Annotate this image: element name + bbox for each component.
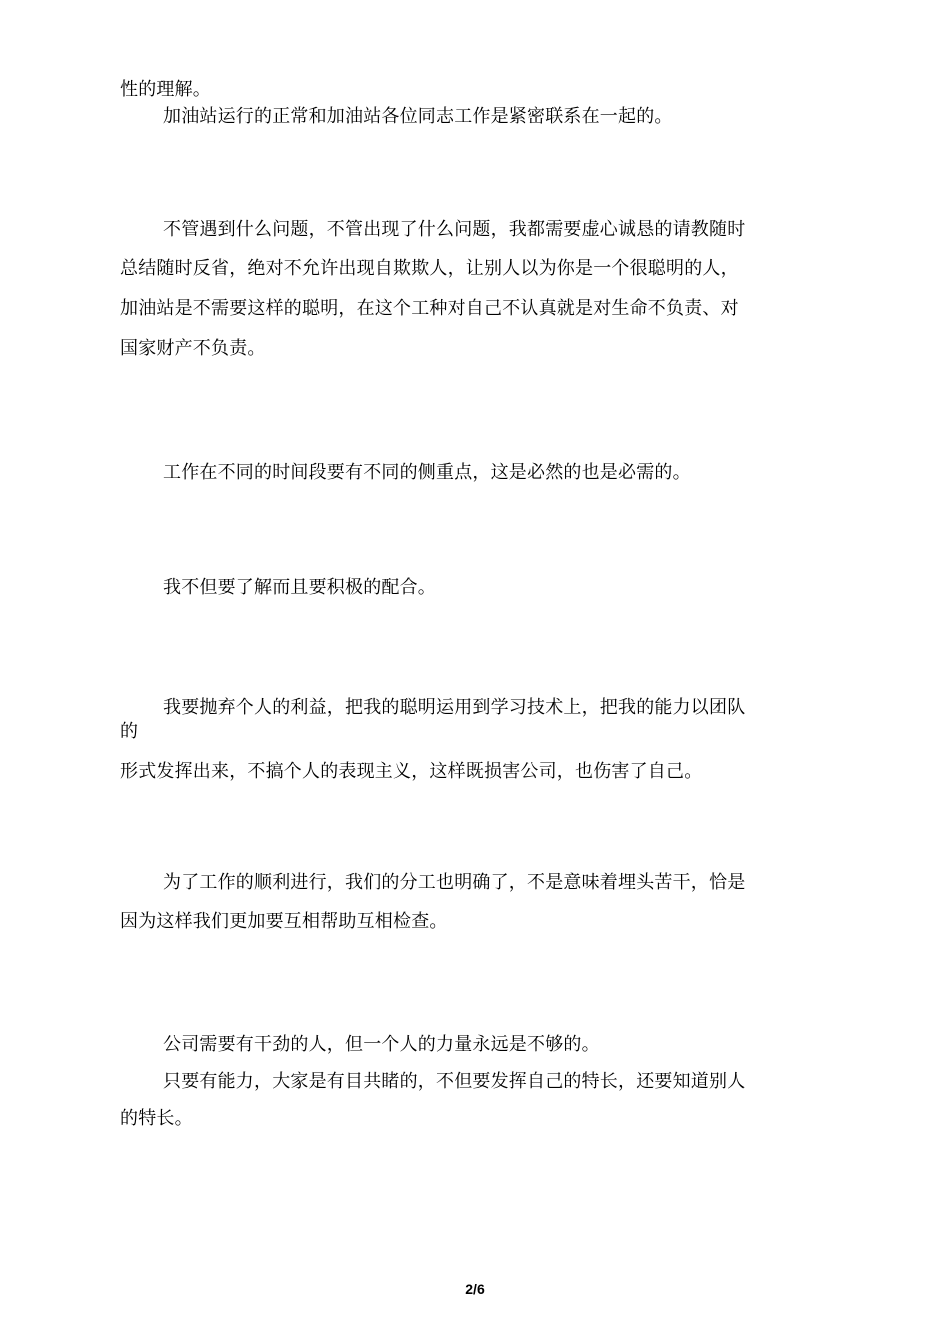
text-line: 只要有能力，大家是有目共睹的，不但要发挥自己的特长，还要知道别人 xyxy=(163,1071,746,1092)
text-line: 性的理解。 xyxy=(120,79,211,100)
text-line: 加油站运行的正常和加油站各位同志工作是紧密联系在一起的。 xyxy=(163,106,673,127)
text-line: 加油站是不需要这样的聪明，在这个工种对自己不认真就是对生命不负责、对 xyxy=(120,298,739,319)
text-line: 形式发挥出来，不搞个人的表现主义，这样既损害公司，也伤害了自己。 xyxy=(120,761,703,782)
text-line: 的 xyxy=(120,721,139,742)
text-line: 国家财产不负责。 xyxy=(120,338,266,359)
text-line: 总结随时反省，绝对不允许出现自欺欺人，让别人以为你是一个很聪明的人， xyxy=(120,258,739,279)
text-line: 不管遇到什么问题，不管出现了什么问题，我都需要虚心诚恳的请教随时 xyxy=(163,219,746,240)
page-number: 2/6 xyxy=(465,1281,485,1297)
text-line: 公司需要有干劲的人，但一个人的力量永远是不够的。 xyxy=(163,1034,600,1055)
text-line: 为了工作的顺利进行，我们的分工也明确了，不是意味着埋头苦干，恰是 xyxy=(163,872,746,893)
text-line: 我不但要了解而且要积极的配合。 xyxy=(163,577,436,598)
text-line: 我要抛弃个人的利益，把我的聪明运用到学习技术上，把我的能力以团队 xyxy=(163,697,746,718)
text-line: 因为这样我们更加要互相帮助互相检查。 xyxy=(120,911,448,932)
text-line: 的特长。 xyxy=(120,1108,193,1129)
text-line: 工作在不同的时间段要有不同的侧重点，这是必然的也是必需的。 xyxy=(163,462,691,483)
